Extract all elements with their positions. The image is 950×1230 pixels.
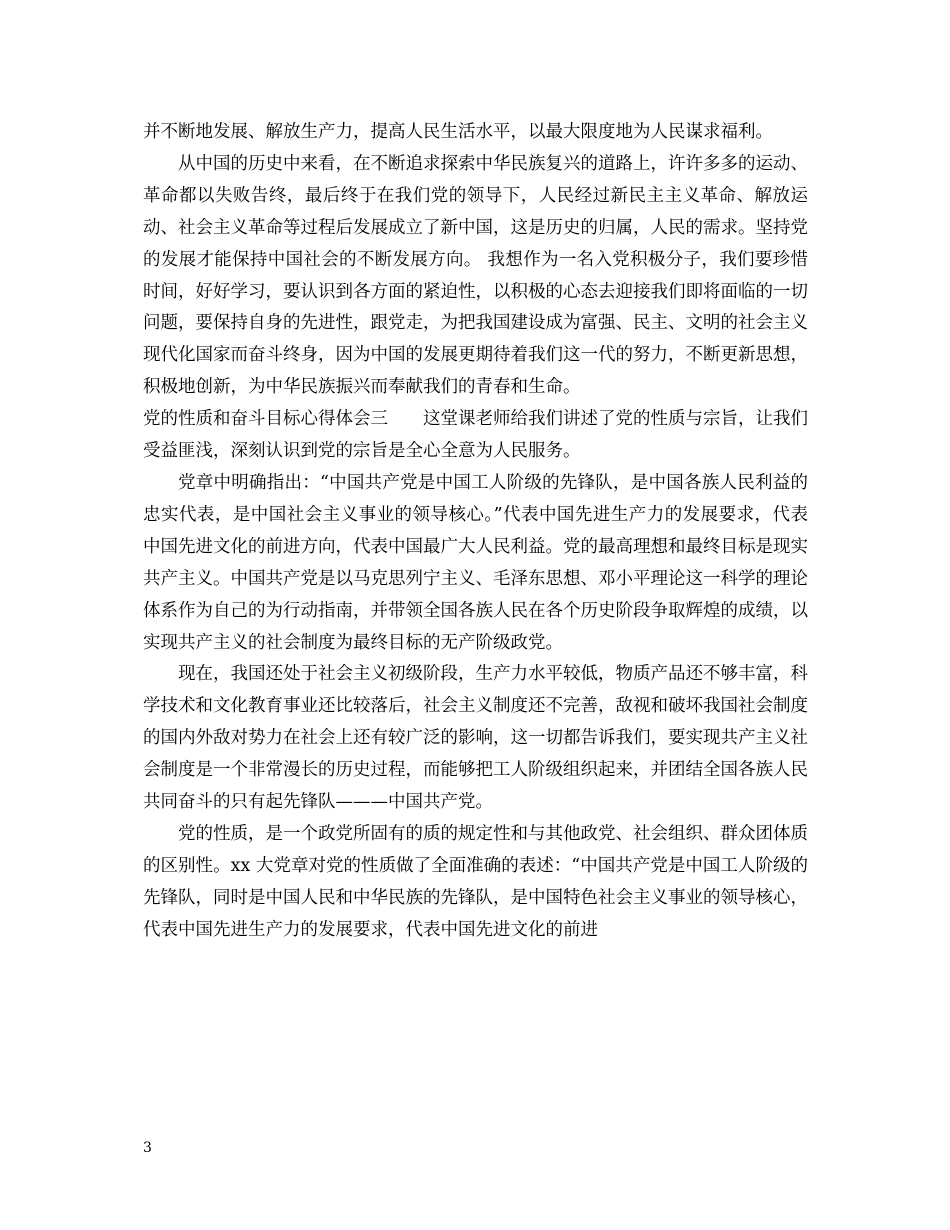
page-number: 3 — [143, 1140, 152, 1156]
paragraph-1: 并不断地发展、解放生产力，提高人民生活水平，以最大限度地为人民谋求福利。 — [143, 122, 773, 142]
paragraph-5: 现在，我国还处于社会主义初级阶段，生产力水平较低，物质产品还不够丰富，科学技术和文化教育事业还比较落后，社会主义制度还不完善，敌视和破坏我国社会制度的国内外敌对势力在社会上还有较广泛的影响，这一切都告诉我们，要实现共产主义社会制度是一个非常漫长的历史过程，而能够把工人阶级组织起来，并团结全国各族人民共同奋斗的只有起先锋队———中国共产党。 — [143, 664, 808, 813]
paragraph-4: 党章中明确指出：“中国共产党是中国工人阶级的先锋队，是中国各族人民利益的忠实代表，是中国社会主义事业的领导核心。”代表中国先进生产力的发展要求，代表中国先进文化的前进方向，代表中国最广大人民利益。党的最高理想和最终目标是现实共产主义。中国共产党是以马克思列宁主义、毛泽东思想、邓小平理论这一科学的理论体系作为自己的为行动指南，并带领全国各族人民在各个历史阶段争取辉煌的成绩，以实现共产主义的社会制度为最终目标的无产阶级政党。 — [143, 472, 808, 653]
paragraph-2: 从中国的历史中来看，在不断追求探索中华民族复兴的道路上，许许多多的运动、革命都以失败告终，最后终于在我们党的领导下，人民经过新民主主义革命、解放运动、社会主义革命等过程后发展成立了新中国，这是历史的归属，人民的需求。坚持党的发展才能保持中国社会的不断发展方向。 我想作为一名入党积极分子，我们要珍惜时间，好好学习，要认识到各方面的紧迫性，以积极的心态去迎接我们即将面临的一切问题，要保持自身的先进性，跟党走，为把我国建设成为富强、民主、文明的社会主义现代化国家而奋斗终身，因为中国的发展更期待着我们这一代的努力，不断更新思想，积极地创新，为中华民族振兴而奉献我们的青春和生命。 — [143, 153, 808, 398]
paragraph-3-section-heading: 党的性质和奋斗目标心得体会三 这堂课老师给我们讲述了党的性质与宗旨，让我们受益匪浅，深刻认识到党的宗旨是全心全意为人民服务。 — [143, 409, 808, 462]
body-text — [143, 117, 808, 947]
paragraph-6: 党的性质，是一个政党所固有的质的规定性和与其他政党、社会组织、群众团体质的区别性。xx 大党章对党的性质做了全面准确的表述：“中国共产党是中国工人阶级的先锋队，同时是中国人民和中华民族的先锋队，是中国特色社会主义事业的领导核心，代表中国先进生产力的发展要求，代表中国先进文化的前进 — [143, 823, 808, 940]
